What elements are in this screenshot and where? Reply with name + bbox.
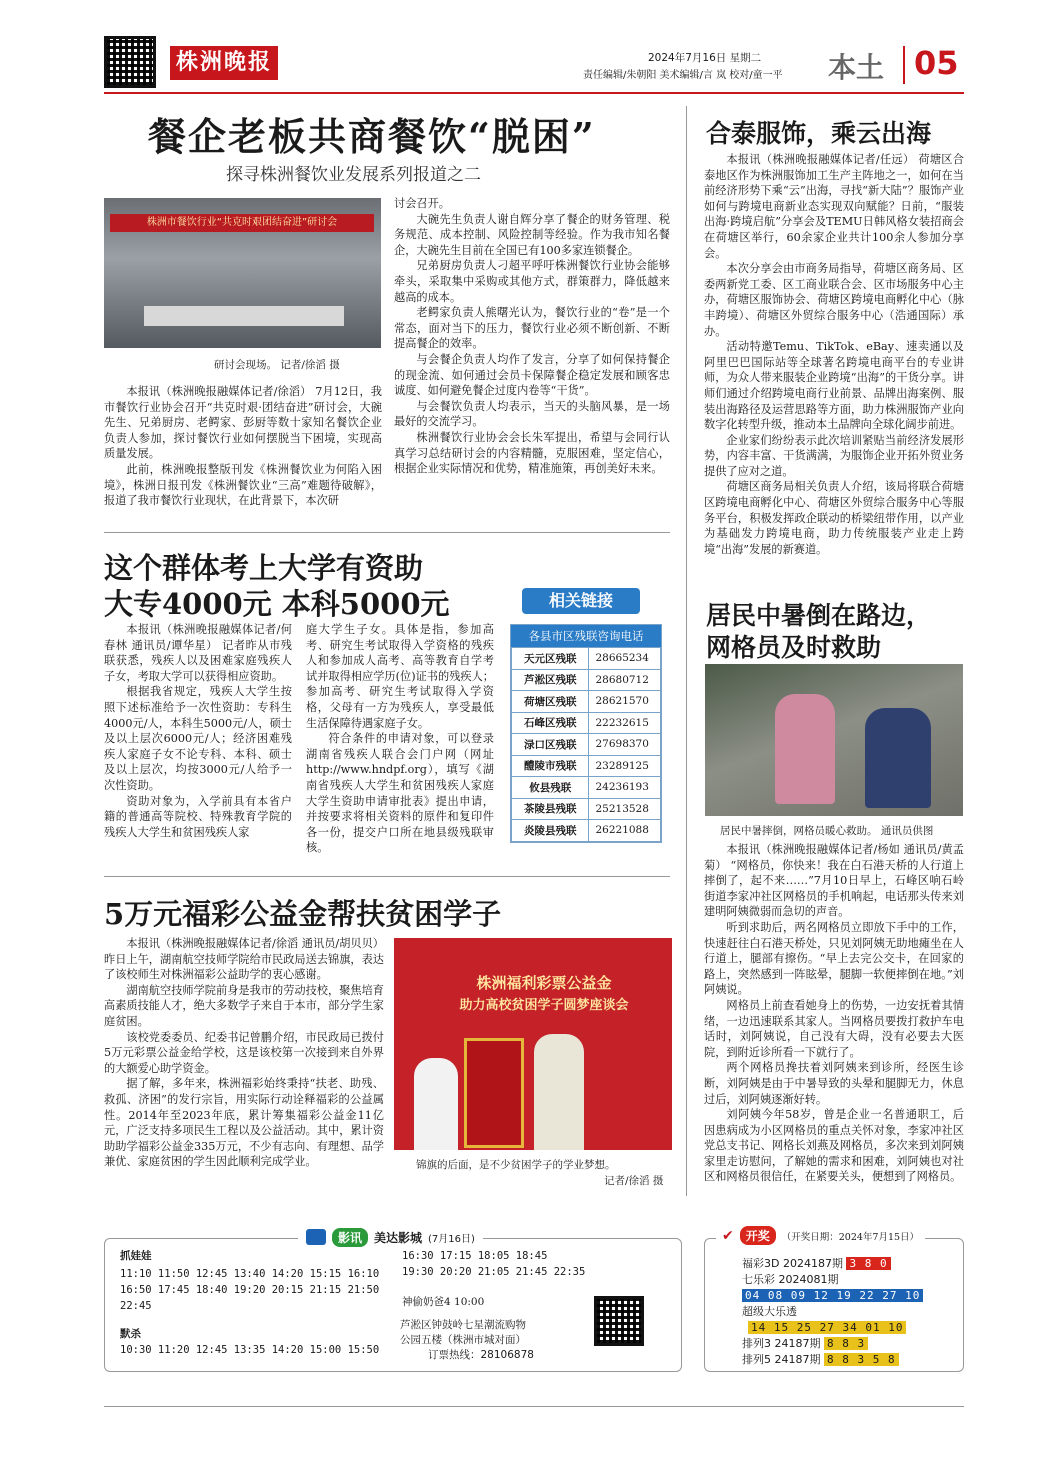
lottery-number: 8 8 3 5 8	[824, 1353, 899, 1366]
paragraph: 本报讯（株洲晚报融媒体记者/徐滔 通讯员/胡贝贝） 昨日上午，湖南航空技师学院给市民政局送去锦旗，表达了该校师生对株洲福彩公益助学的衷心感谢。	[104, 937, 384, 982]
staff-credits: 责任编辑/朱朝阳 美术编辑/言 岚 校对/童一平	[583, 70, 783, 81]
hotline-row	[512, 777, 661, 799]
hotline-name: 攸县残联	[512, 777, 589, 799]
hotline-row	[512, 712, 661, 734]
pennant-flag	[464, 1038, 524, 1148]
lottery-label: 超级大乐透	[742, 1305, 797, 1318]
lottery-draw-date: （开奖日期：2024年7月15日）	[781, 1231, 920, 1243]
article1-photo-caption: 研讨会现场。 记者/徐滔 摄	[214, 359, 340, 371]
hotline-row	[512, 798, 661, 820]
person-figure	[414, 1058, 458, 1150]
article1-photo	[104, 198, 381, 348]
address-line: 公园五楼（株洲市城对面）	[400, 1334, 526, 1346]
masthead-logo: 株洲晚报	[170, 46, 278, 80]
paragraph: 据了解，多年来，株洲福彩始终秉持“扶老、助残、救孤、济困”的发行宗旨，用实际行动诠释福彩的公益属性。2014年至2023年底，累计筹集福彩公益金11亿元，广泛支持多项民生工程以及公益活动。其中，累计资助助学福彩公益金335万元，不少有志向、有理想、品学兼优、家庭贫困的学生因此顺利完成学业。	[104, 1077, 384, 1169]
paragraph: 荷塘区商务局相关负责人介绍，该局将联合荷塘区跨境电商孵化中心、荷塘区外贸综合服务中心等服务平台，积极发挥政企联动的桥梁纽带作用，以产业为基础发力跨境电商，助力传统服装产业走上跨境“出海”发展的新赛道。	[704, 480, 964, 556]
paragraph: 企业家们纷纷表示此次培训紧贴当前经济发展形势，内容丰富、干货满满，为服饰企业开拓外贸业务提供了应对之道。	[704, 433, 964, 478]
article5-photo-credit: 记者/徐滔 摄	[604, 1175, 664, 1187]
article5-body	[104, 936, 384, 1170]
article4-title-line2: 网格员及时救助	[706, 633, 882, 662]
hotline-row	[512, 755, 661, 777]
article1-col2	[394, 196, 670, 477]
cinema-qr-code	[594, 1296, 644, 1346]
address-line: 芦淞区钟鼓岭七星潮流购物	[400, 1319, 526, 1331]
paragraph: 本报讯（株洲晚报融媒体记者/何春林 通讯员/谭华星） 记者昨从市残联获悉，残疾人以及困难家庭残疾人子女，考取大学可以获得相应资助。	[104, 623, 292, 683]
film-icon	[306, 1229, 326, 1245]
paragraph: 活动特邀Temu、TikTok、eBay、速卖通以及阿里巴巴国际站等全球著名跨境电商平台的专业讲师，为众人带来服装企业跨境“出海”的干货分享。讲师们通过介绍跨境电商行业前景、品牌出海案例、服装出海路径及运营思路等方面，助力株洲服饰产业向数字化转型升级，推动本土品牌向全球化阔步前进。	[704, 340, 964, 432]
page-number: 05	[914, 44, 959, 82]
qr-code	[104, 36, 156, 88]
lottery-label: 排列5 24187期	[742, 1353, 821, 1366]
article2-body	[704, 152, 964, 557]
article4-photo-caption: 居民中暑摔倒，网格员暖心救助。 通讯员供图	[720, 825, 934, 837]
lottery-badge-label: 开奖	[740, 1226, 776, 1245]
lottery-number: 8 8 3	[824, 1337, 868, 1350]
article3-col1	[104, 622, 292, 840]
showtimes: 10:30 11:20 12:45 13:35 14:20 15:00 15:50	[120, 1344, 380, 1356]
hotline-number: 27698370	[589, 734, 661, 756]
article4-title-line1: 居民中暑倒在路边，	[706, 601, 932, 630]
hotline-number: 26221088	[589, 820, 661, 842]
showtimes: 16:30 17:15 18:05 18:45	[402, 1250, 548, 1262]
person-figure	[775, 694, 835, 804]
ticket-hotline: 订票热线：28106878	[428, 1349, 534, 1361]
paragraph: 与会餐企负责人均作了发言，分享了如何保持餐企的现金流、如何通过会员卡保障餐企稳定发展和顾客忠诚度、如何避免餐企过度内卷等“干货”。	[394, 352, 670, 398]
article5-photo	[394, 938, 672, 1150]
paragraph: 两个网格员搀扶着刘阿姨来到诊所，经医生诊断，刘阿姨是由于中暑导致的头晕和腿脚无力，休息过后，刘阿姨逐渐好转。	[704, 1061, 964, 1106]
hotline-number: 28680712	[589, 669, 661, 691]
lottery-row	[742, 1288, 923, 1304]
issue-date: 2024年7月16日 星期二	[648, 52, 762, 64]
paragraph: 本报讯（株洲晚报融媒体记者/徐滔） 7月12日，我市餐饮行业协会召开“共克时艰·团结奋进”研讨会，大碗先生、兄弟厨房、老鳄家、彭厨等数十家知名餐饮企业负责人参加，探讨餐饮行业如何摆脱当下困境，实现高质量发展。	[104, 385, 382, 461]
paragraph: 资助对象为，入学前具有本省户籍的普通高等院校、特殊教育学院的残疾人大学生和贫困残疾人家	[104, 794, 292, 839]
lottery-badge	[716, 1226, 925, 1245]
paragraph: 株洲餐饮行业协会会长朱军提出，希望与会同行认真学习总结研讨会的内容精髓，克服困难，坚定信心，根据企业实际情况和优势，精准施策，再创美好未来。	[394, 430, 670, 476]
hotline-row	[512, 691, 661, 713]
film-badge	[298, 1226, 483, 1248]
hotline-row	[512, 820, 661, 842]
hotline-name: 醴陵市残联	[512, 755, 589, 777]
article1-subtitle: 探寻株洲餐饮业发展系列报道之二	[226, 165, 481, 185]
article5-photo-caption: 锦旗的后面，是不少贫困学子的学业梦想。	[416, 1159, 616, 1171]
paragraph: 本报讯（株洲晚报融媒体记者/杨如 通讯员/黄孟菊） “网格员，你快来！我在白石港天桥的人行道上摔倒了，起不来……”7月10日早上，石峰区响石岭街道李家冲社区网格员的手机响起，电话那头传来刘建明阿姨微弱而急切的声音。	[704, 843, 964, 919]
lottery-row	[742, 1320, 923, 1336]
movie-name: 默杀	[120, 1328, 141, 1340]
paragraph: 符合条件的申请对象，可以登录湖南省残疾人联合会门户网（网址http://www.hndpf.org），填写《湖南省残疾人大学生和贫困残疾人家庭大学生资助申请审批表》提出申请，并按要求将相关资料的原件和复印件各一份，提交户口所在地县级残联审核。	[306, 732, 494, 855]
person-figure	[865, 708, 931, 808]
check-icon: ✔	[722, 1227, 734, 1244]
section-name: 本土	[828, 51, 885, 84]
lottery-label: 排列3 24187期	[742, 1337, 821, 1350]
hotline-name: 石峰区残联	[512, 712, 589, 734]
cinema-name: 美达影城	[374, 1230, 423, 1245]
person-figure	[534, 1034, 584, 1150]
footer-rule	[104, 1406, 964, 1407]
event-banner-line2: 助力高校贫困学子圆梦座谈会	[459, 998, 629, 1013]
article2-title: 合泰服饰，乘云出海	[706, 119, 932, 148]
lottery-list	[742, 1256, 923, 1368]
paragraph: 网格员上前查看她身上的伤势，一边安抚着其情绪，一边迅速联系其家人。当网格员要拨打救护车电话时，刘阿姨说，自己没有大碍，没有必要去大医院，到附近诊所看一下就行了。	[704, 998, 964, 1059]
showtimes: 22:45	[120, 1300, 152, 1312]
paragraph: 本次分享会由市商务局指导，荷塘区商务局、区委两新党工委、区工商业联合会、区市场服务中心主办，荷塘区服饰协会、荷塘区跨境电商孵化中心（脉丰跨境）、荷塘区外贸综合服务中心（浩通国际）承办。	[704, 262, 964, 338]
hotline-number: 28665234	[589, 648, 661, 670]
hotline-row	[512, 734, 661, 756]
hotline-name: 炎陵县残联	[512, 820, 589, 842]
paragraph: 听到求助后，两名网格员立即放下手中的工作，快速赶往白石港天桥处，只见刘阿姨无助地瘫坐在人行道上，腿部有擦伤。“早上去完公交卡，在回家的路上，突然感到一阵眩晕，腿脚一软便摔倒在地。”刘阿姨说。	[704, 920, 964, 997]
lottery-row	[742, 1352, 923, 1368]
paragraph: 讨会召开。	[394, 197, 450, 210]
film-date: (7月16日)	[428, 1233, 475, 1245]
article4-body	[704, 842, 964, 1185]
lottery-number: 3 8 0	[846, 1257, 890, 1270]
paragraph: 老鳄家负责人熊曙光认为，餐饮行业的“卷”是一个常态，面对当下的压力，餐饮行业必须不断创新、不断提高餐企的效率。	[394, 306, 670, 351]
article1-title: 餐企老板共商餐饮“脱困”	[148, 114, 596, 159]
hotline-number: 24236193	[589, 777, 661, 799]
cinema-address	[400, 1318, 534, 1363]
showtimes: 11:10 11:50 12:45 13:40 14:20 15:15 16:10	[120, 1268, 380, 1280]
section-divider	[903, 46, 905, 84]
related-link-badge: 相关链接	[522, 588, 640, 614]
paragraph: 兄弟厨房负责人刁超平呼吁株洲餐饮行业协会能够牵头，采取集中采购或其他方式，群策群力，降低越来越高的成本。	[394, 259, 670, 304]
hotline-name: 芦淞区残联	[512, 669, 589, 691]
header-rule	[104, 92, 964, 94]
meeting-banner: 株洲市餐饮行业“共克时艰团结奋进”研讨会	[110, 214, 374, 232]
paragraph: 湖南航空技师学院前身是我市的劳动技校，聚焦培育高素质技能人才，绝大多数学子来自于本市，部分学生家庭贫困。	[104, 983, 384, 1028]
paragraph: 本报讯（株洲晚报融媒体记者/任远） 荷塘区合泰地区作为株洲服饰加工生产主阵地之一，如何在当前经济形势下乘“云”出海，寻找“新大陆”？服饰产业如何与跨境电商新业态实现双向赋能？日前，“服装出海·跨境启航”分享会及TEMU日韩风格女装招商会在荷塘区举行，60余家企业共计100余人参加分享会。	[704, 153, 964, 260]
paragraph: 刘阿姨今年58岁，曾是企业一名普通职工，后因患病成为小区网格员的重点关怀对象，李家冲社区党总支书记、网格长刘燕及网格员，多次来到刘阿姨家里走访慰问，了解她的需求和困难，刘阿姨也对社区和网格员很信任，在紧要关头，便想到了网格员。	[704, 1108, 964, 1184]
showtimes: 16:50 17:45 18:40 19:20 20:15 21:15 21:50	[120, 1284, 380, 1296]
film-col2	[402, 1248, 592, 1310]
hotline-name: 茶陵县残联	[512, 798, 589, 820]
hotline-name: 天元区残联	[512, 648, 589, 670]
hotline-table	[511, 647, 661, 842]
hotline-row	[512, 669, 661, 691]
hotline-table-title: 各县市区残联咨询电话	[511, 625, 661, 647]
section-rule	[104, 876, 670, 877]
paragraph: 该校党委委员、纪委书记曾鹏介绍，市民政局已拨付5万元彩票公益金给学校，这是该校第一次接到来自外界的大额爱心助学资金。	[104, 1030, 384, 1075]
article3-title-line2: 大专4000元 本科5000元	[104, 587, 450, 621]
showtimes: 19:30 20:20 21:05 21:45 22:35	[402, 1266, 586, 1278]
lottery-number: 04 08 09 12 19 22 27 10	[742, 1289, 923, 1302]
hotline-number: 22232615	[589, 712, 661, 734]
lottery-row	[742, 1336, 923, 1352]
article3-col2	[306, 622, 494, 856]
lottery-label: 七乐彩 2024081期	[742, 1273, 839, 1286]
article3-title-line1: 这个群体考上大学有资助	[104, 551, 424, 585]
hotline-number: 23289125	[589, 755, 661, 777]
paragraph: 与会餐饮负责人均表示，当天的头脑风暴，是一场最好的交流学习。	[394, 399, 670, 429]
paragraph: 庭大学生子女。具体是指，参加高考、研究生考试取得入学资格的残疾人和参加成人高考、高等教育自学考试并取得相应学历(位)证书的残疾人；参加高考、研究生考试取得入学资格，父母有一方为残疾人，享受最低生活保障待遇家庭子女。	[306, 623, 494, 730]
hotline-number: 25213528	[589, 798, 661, 820]
film-badge-label: 影讯	[332, 1228, 368, 1247]
event-banner-line1: 株洲福利彩票公益金	[476, 974, 612, 992]
lottery-number: 14 15 25 27 34 01 10	[748, 1321, 906, 1334]
paragraph: 大碗先生负责人谢自辉分享了餐企的财务管理、税务规范、成本控制、风险控制等经验。作为我市知名餐企，大碗先生目前在全国已有100多家连锁餐企。	[394, 212, 670, 257]
hotline-name: 荷塘区残联	[512, 691, 589, 713]
hotline-number: 28621570	[589, 691, 661, 713]
paragraph: 此前，株洲晚报整版刊发《株洲餐饮业为何陷入困境》，株洲日报刊发《株洲餐饮业“三高”难题待破解》，报道了我市餐饮行业现状，在此背景下，本次研	[104, 462, 382, 508]
lottery-label: 福彩3D 2024187期	[742, 1257, 843, 1270]
article4-photo	[705, 664, 963, 816]
hotline-table-box	[510, 624, 662, 843]
hotline-name: 渌口区残联	[512, 734, 589, 756]
lottery-row	[742, 1256, 923, 1272]
paragraph: 根据我省规定，残疾人大学生按照下述标准给予一次性资助：专科生4000元/人，本科生5000元/人，硕士及以上层次6000元/人；经济困难残疾人家庭子女不论专科、本科、硕士及以上层次，均按3000元/人给予一次性资助。	[104, 685, 292, 792]
movie-name: 神偷奶爸4 10:00	[402, 1296, 485, 1308]
hotline-row	[512, 648, 661, 670]
meeting-table	[144, 306, 344, 326]
article1-col1	[104, 384, 382, 509]
column-rule	[686, 106, 687, 1196]
film-list	[120, 1248, 400, 1358]
article5-title: 5万元福彩公益金帮扶贫困学子	[104, 897, 502, 931]
movie-name: 抓娃娃	[120, 1250, 152, 1262]
section-rule	[104, 532, 670, 533]
